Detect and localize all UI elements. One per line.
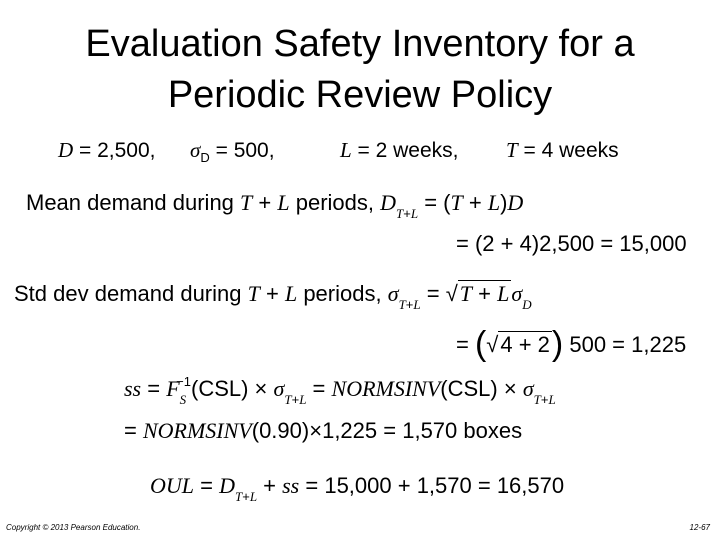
csl-value: 0.90 (259, 418, 302, 443)
copyright: Copyright © 2013 Pearson Education. (6, 523, 141, 532)
param-review: T = 4 weeks (506, 138, 619, 162)
safety-stock-line2: = NORMSINV(0.90)×1,225 = 1,570 boxes (124, 418, 523, 443)
param-sigma-d: $\sigma_D = 500$, (190, 138, 275, 165)
csl-term: CSL (198, 376, 242, 401)
slide-title-line2: Periodic Review Policy (167, 74, 553, 116)
slide-number: 12-67 (689, 523, 710, 532)
param-demand: D = 2,500, (58, 138, 156, 162)
std-demand-line1: Std dev demand during T + L periods, $\sigma_{T+L} = √T + L\sigma_D$ (14, 281, 532, 312)
mean-demand-line2: = (2 + 4)2,500 = 15,000 (456, 231, 687, 256)
param-leadtime: L = 2 weeks, (340, 138, 459, 162)
std-demand-label: Std dev demand during (14, 281, 242, 306)
std-demand-result: 1,225 (631, 332, 687, 357)
param-review-value: 4 weeks (541, 139, 619, 162)
param-leadtime-value: 2 weeks (375, 139, 453, 162)
csl-term-2: CSL (447, 376, 491, 401)
sigma-value: 1,225 (322, 418, 378, 443)
mean-demand-line1: Mean demand during T + L periods, $D_{T+L} = (T + L)D$ (26, 190, 524, 221)
std-demand-line2: = (√4 + 2) 500 = 1,225 (456, 325, 687, 363)
safety-stock-line1: ss = $F_S^{-1}(CSL) \times \sigma_{T+L}$ = NORMSINV(CSL) × $\sigma_{T+L}$ (124, 374, 556, 407)
slide-title-line1: Evaluation Safety Inventory for a (85, 23, 635, 65)
oul-expression: 15,000 + 1,570 = 16,570 (324, 473, 565, 498)
param-demand-value: 2,500 (97, 139, 150, 162)
mean-demand-label: Mean demand during (26, 190, 234, 215)
oul-line: OUL = $D_{T+L}$ + ss = 15,000 + 1,570 = 16,570 (150, 473, 565, 504)
safety-stock-result: 1,570 boxes (402, 418, 523, 443)
param-sigma-d-value: 500 (233, 139, 269, 162)
mean-demand-result: 15,000 (619, 231, 687, 256)
